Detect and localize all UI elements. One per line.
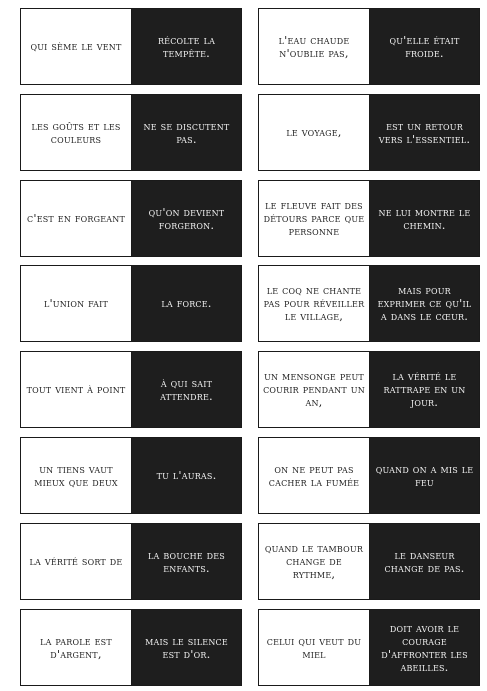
proverb-end: tu l'auras. (131, 438, 241, 513)
proverb-end: doit avoir le courage d'affronter les abeilles. (369, 610, 479, 685)
proverb-card (258, 351, 480, 428)
proverb-card (20, 351, 242, 428)
proverb-card (20, 94, 242, 171)
proverb-end: le danseur change de pas. (369, 524, 479, 599)
proverb-end: mais le silence est d'or. (131, 610, 241, 685)
proverb-card (258, 265, 480, 342)
proverb-card (258, 180, 480, 257)
proverb-end: la bouche des enfants. (131, 524, 241, 599)
proverb-card (258, 8, 480, 85)
proverb-end: à qui sait attendre. (131, 352, 241, 427)
proverb-card (20, 523, 242, 600)
proverb-start: on ne peut pas cacher la fumée (259, 438, 369, 513)
proverb-end: mais pour exprimer ce qu'il a dans le cœur. (369, 266, 479, 341)
proverb-card (258, 609, 480, 686)
proverb-start: la parole est d'argent, (21, 610, 131, 685)
proverb-end: qu'elle était froide. (369, 9, 479, 84)
proverb-end: ne lui montre le chemin. (369, 181, 479, 256)
proverb-card (258, 523, 480, 600)
proverb-start: l'union fait (21, 266, 131, 341)
proverb-start: celui qui veut du miel (259, 610, 369, 685)
proverb-end: ne se discutent pas. (131, 95, 241, 170)
proverb-card (20, 8, 242, 85)
proverb-card (20, 180, 242, 257)
proverb-start: qui sème le vent (21, 9, 131, 84)
proverb-start: les goûts et les couleurs (21, 95, 131, 170)
proverb-card (20, 265, 242, 342)
proverb-end: récolte la tempête. (131, 9, 241, 84)
proverb-start: le voyage, (259, 95, 369, 170)
proverb-start: le coq ne chante pas pour réveiller le village, (259, 266, 369, 341)
proverb-end: la force. (131, 266, 241, 341)
proverb-card (258, 437, 480, 514)
proverb-start: un tiens vaut mieux que deux (21, 438, 131, 513)
proverb-card (20, 437, 242, 514)
proverb-end: est un retour vers l'essentiel. (369, 95, 479, 170)
proverb-start: quand le tambour change de rythme, (259, 524, 369, 599)
proverb-start: un mensonge peut courir pendant un an, (259, 352, 369, 427)
proverb-start: l'eau chaude n'oublie pas, (259, 9, 369, 84)
proverb-start: tout vient à point (21, 352, 131, 427)
proverb-end: quand on a mis le feu (369, 438, 479, 513)
proverb-card (258, 94, 480, 171)
proverb-start: c'est en forgeant (21, 181, 131, 256)
proverb-start: la vérité sort de (21, 524, 131, 599)
proverb-card (20, 609, 242, 686)
proverb-start: le fleuve fait des détours parce que personne (259, 181, 369, 256)
proverb-end: la vérité le rattrape en un jour. (369, 352, 479, 427)
proverb-end: qu'on devient forgeron. (131, 181, 241, 256)
